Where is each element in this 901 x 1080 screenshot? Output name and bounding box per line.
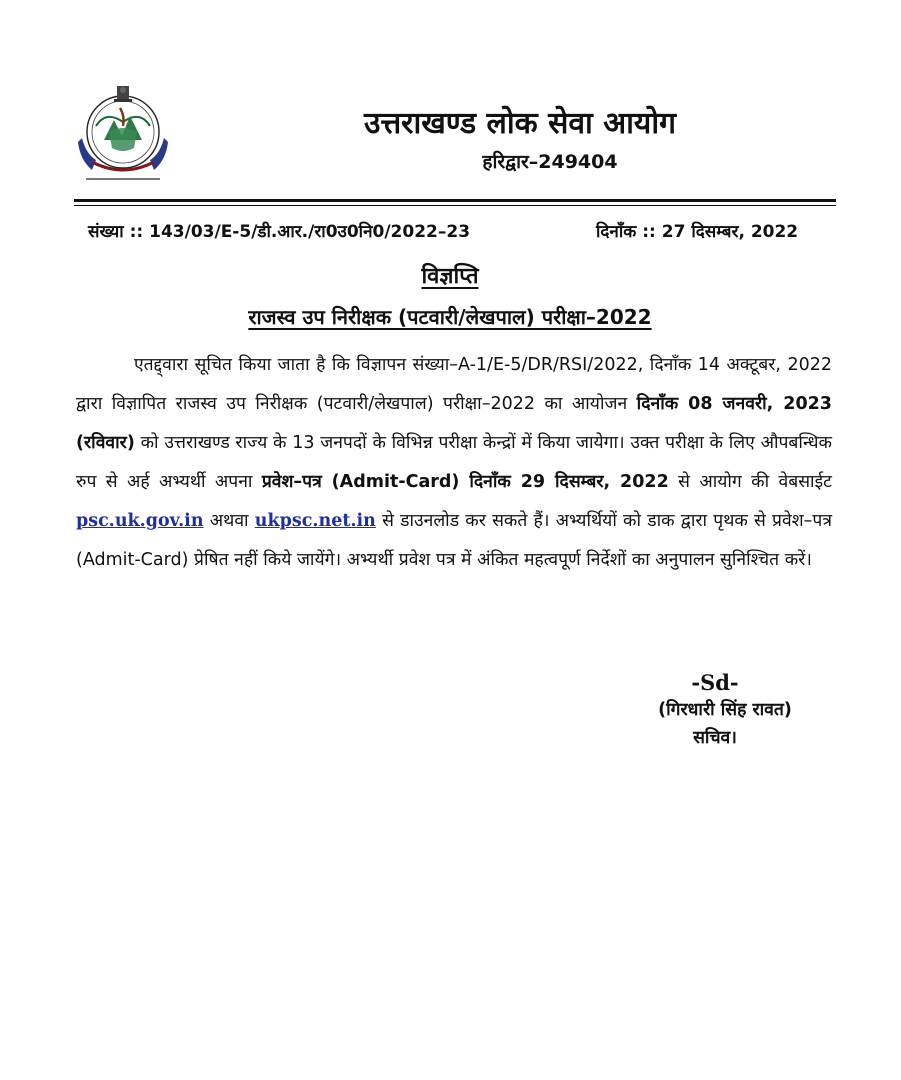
signature-sd: -Sd- [691, 670, 739, 695]
notice-subtitle: राजस्व उप निरीक्षक (पटवारी/लेखपाल) परीक्षा–2022 [248, 305, 652, 329]
header-divider [74, 199, 836, 202]
body-text-part: को उत्तराखण्ड राज्य के 13 जनपदों के विभिन्न परीक्षा केन्द्रों में किया जायेगा। उक्त परीक्षा के लिए औपबन्धिक रुप से अर्ह अभ्यर्थी अपना [76, 433, 832, 492]
reference-date: दिनाँक :: 27 दिसम्बर, 2022 [596, 222, 799, 242]
website-link-psc[interactable]: psc.uk.gov.in [76, 511, 204, 531]
admit-card-date: प्रवेश–पत्र (Admit-Card) दिनाँक 29 दिसम्बर, 2022 [261, 472, 669, 492]
header-divider-thin [74, 205, 836, 206]
commission-emblem-logo [76, 80, 170, 184]
exam-date: दिनाँक 08 जनवरी, 2023 (रविवार) [76, 394, 832, 453]
signatory-designation: सचिव। [693, 728, 737, 748]
body-text-part: से आयोग की वेबसाईट [668, 472, 832, 492]
notice-body [76, 346, 832, 580]
body-text-part: से डाउनलोड कर सकते हैं। अभ्यर्थियों को डाक द्वारा पृथक से प्रवेश–पत्र (Admit-Card) प्रेषित नहीं किये जायेंगे। अभ्यर्थी प्रवेश पत्र में अंकित महत्वपूर्ण निर्देशों का अनुपालन सुनिश्चित करें। [76, 511, 832, 570]
website-link-ukpsc[interactable]: ukpsc.net.in [254, 511, 376, 531]
reference-number: संख्या :: 143/03/E-5/डी.आर./रा0उ0नि0/2022–23 [88, 222, 471, 242]
notice-title: विज्ञप्ति [421, 264, 479, 289]
signatory-name: (गिरधारी सिंह रावत) [658, 700, 792, 720]
body-text-part: एतद्द्वारा सूचित किया जाता है कि विज्ञापन संख्या–A-1/E-5/DR/RSI/2022, दिनाँक 14 अक्टूबर, 2022 द्वारा विज्ञापित राजस्व उप निरीक्षक (पटवारी/लेखपाल) परीक्षा–2022 का आयोजन [76, 355, 832, 414]
body-text-part: अथवा [203, 511, 255, 531]
commission-name: उत्तराखण्ड लोक सेवा आयोग [364, 106, 676, 141]
commission-address: हरिद्वार–249404 [482, 151, 618, 173]
